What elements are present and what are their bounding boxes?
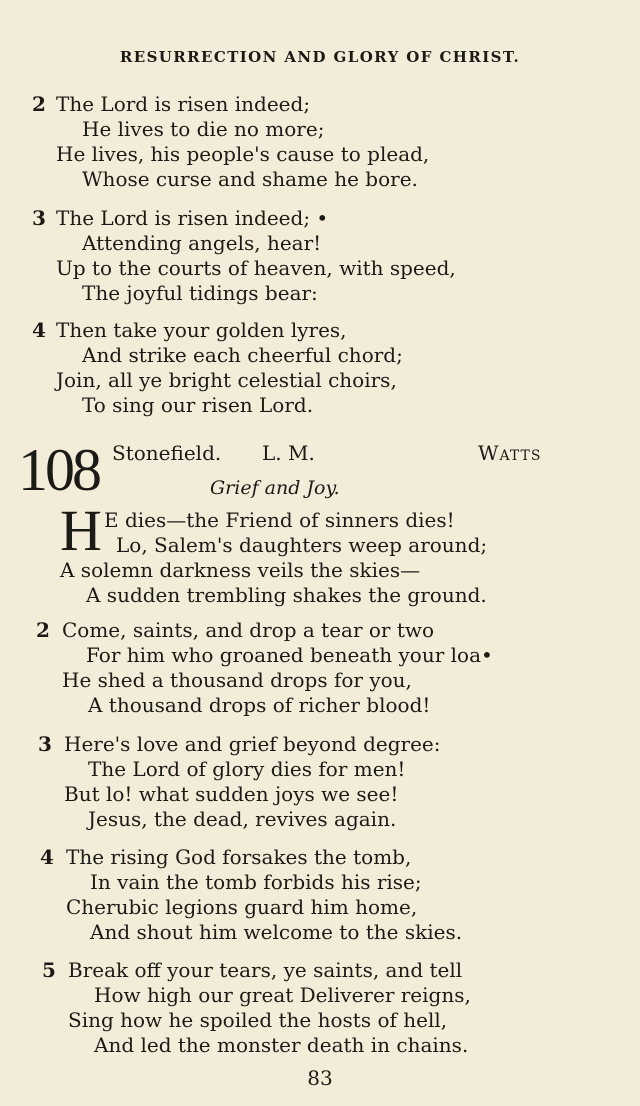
verse-line: Lo, Salem's daughters weep around; [116,533,488,557]
verse-line: The Lord is risen indeed; [56,92,311,116]
hymn-subtitle: Grief and Joy. [210,477,340,499]
verse-line: And shout him welcome to the skies. [90,920,463,944]
stanza-number: 3 [38,732,52,756]
verse-line: Then take your golden lyres, [56,318,347,342]
verse-line: The Lord is risen indeed; • [56,206,329,230]
verse-line: Sing how he spoiled the hosts of hell, [68,1008,448,1032]
verse-line: Join, all ye bright celestial choirs, [56,368,397,392]
running-head: RESURRECTION AND GLORY OF CHRIST. [119,48,521,66]
stanza-number: 2 [36,618,50,642]
stanza-number: 5 [42,958,56,982]
verse-line: How high our great Deliverer reigns, [94,983,471,1007]
verse-line: To sing our risen Lord. [82,393,314,417]
verse-line: Come, saints, and drop a tear or two [62,618,435,642]
verse-line: He shed a thousand drops for you, [62,668,412,692]
stanza-number: 3 [32,206,46,230]
page-number: 83 [307,1066,333,1090]
stanza-number: 2 [32,92,46,116]
stanza-number: 4 [32,318,46,342]
verse-line: The rising God forsakes the tomb, [66,845,412,869]
verse-line: The joyful tidings bear: [82,281,318,305]
verse-line: He lives to die no more; [82,117,325,141]
verse-line: In vain the tomb forbids his rise; [90,870,422,894]
meter: L. M. [262,441,315,465]
verse-line: And strike each cheerful chord; [82,343,403,367]
verse-line: A solemn darkness veils the skies— [60,558,421,582]
verse-line: Cherubic legions guard him home, [66,895,418,919]
verse-line: Up to the courts of heaven, with speed, [56,256,456,280]
verse-line: For him who groaned beneath your loa• [86,643,493,667]
hymn-number: 108 [18,437,99,503]
verse-line: Whose curse and shame he bore. [82,167,418,191]
verse-line: Here's love and grief beyond degree: [64,732,441,756]
verse-line: Jesus, the dead, revives again. [88,807,397,831]
tune-name: Stonefield. [112,441,222,465]
verse-line: E dies—the Friend of sinners dies! [104,508,455,532]
verse-line: The Lord of glory dies for men! [88,757,406,781]
stanza-number: 4 [40,845,54,869]
verse-line: Break off your tears, ye saints, and tell [68,958,463,982]
verse-line: Attending angels, hear! [82,231,322,255]
verse-line: He lives, his people's cause to plead, [56,142,430,166]
author: Watts [478,441,542,465]
drop-cap: H [60,498,102,563]
verse-line: A sudden trembling shakes the ground. [86,583,487,607]
verse-line: And led the monster death in chains. [94,1033,469,1057]
verse-line: But lo! what sudden joys we see! [64,782,399,806]
verse-line: A thousand drops of richer blood! [88,693,431,717]
